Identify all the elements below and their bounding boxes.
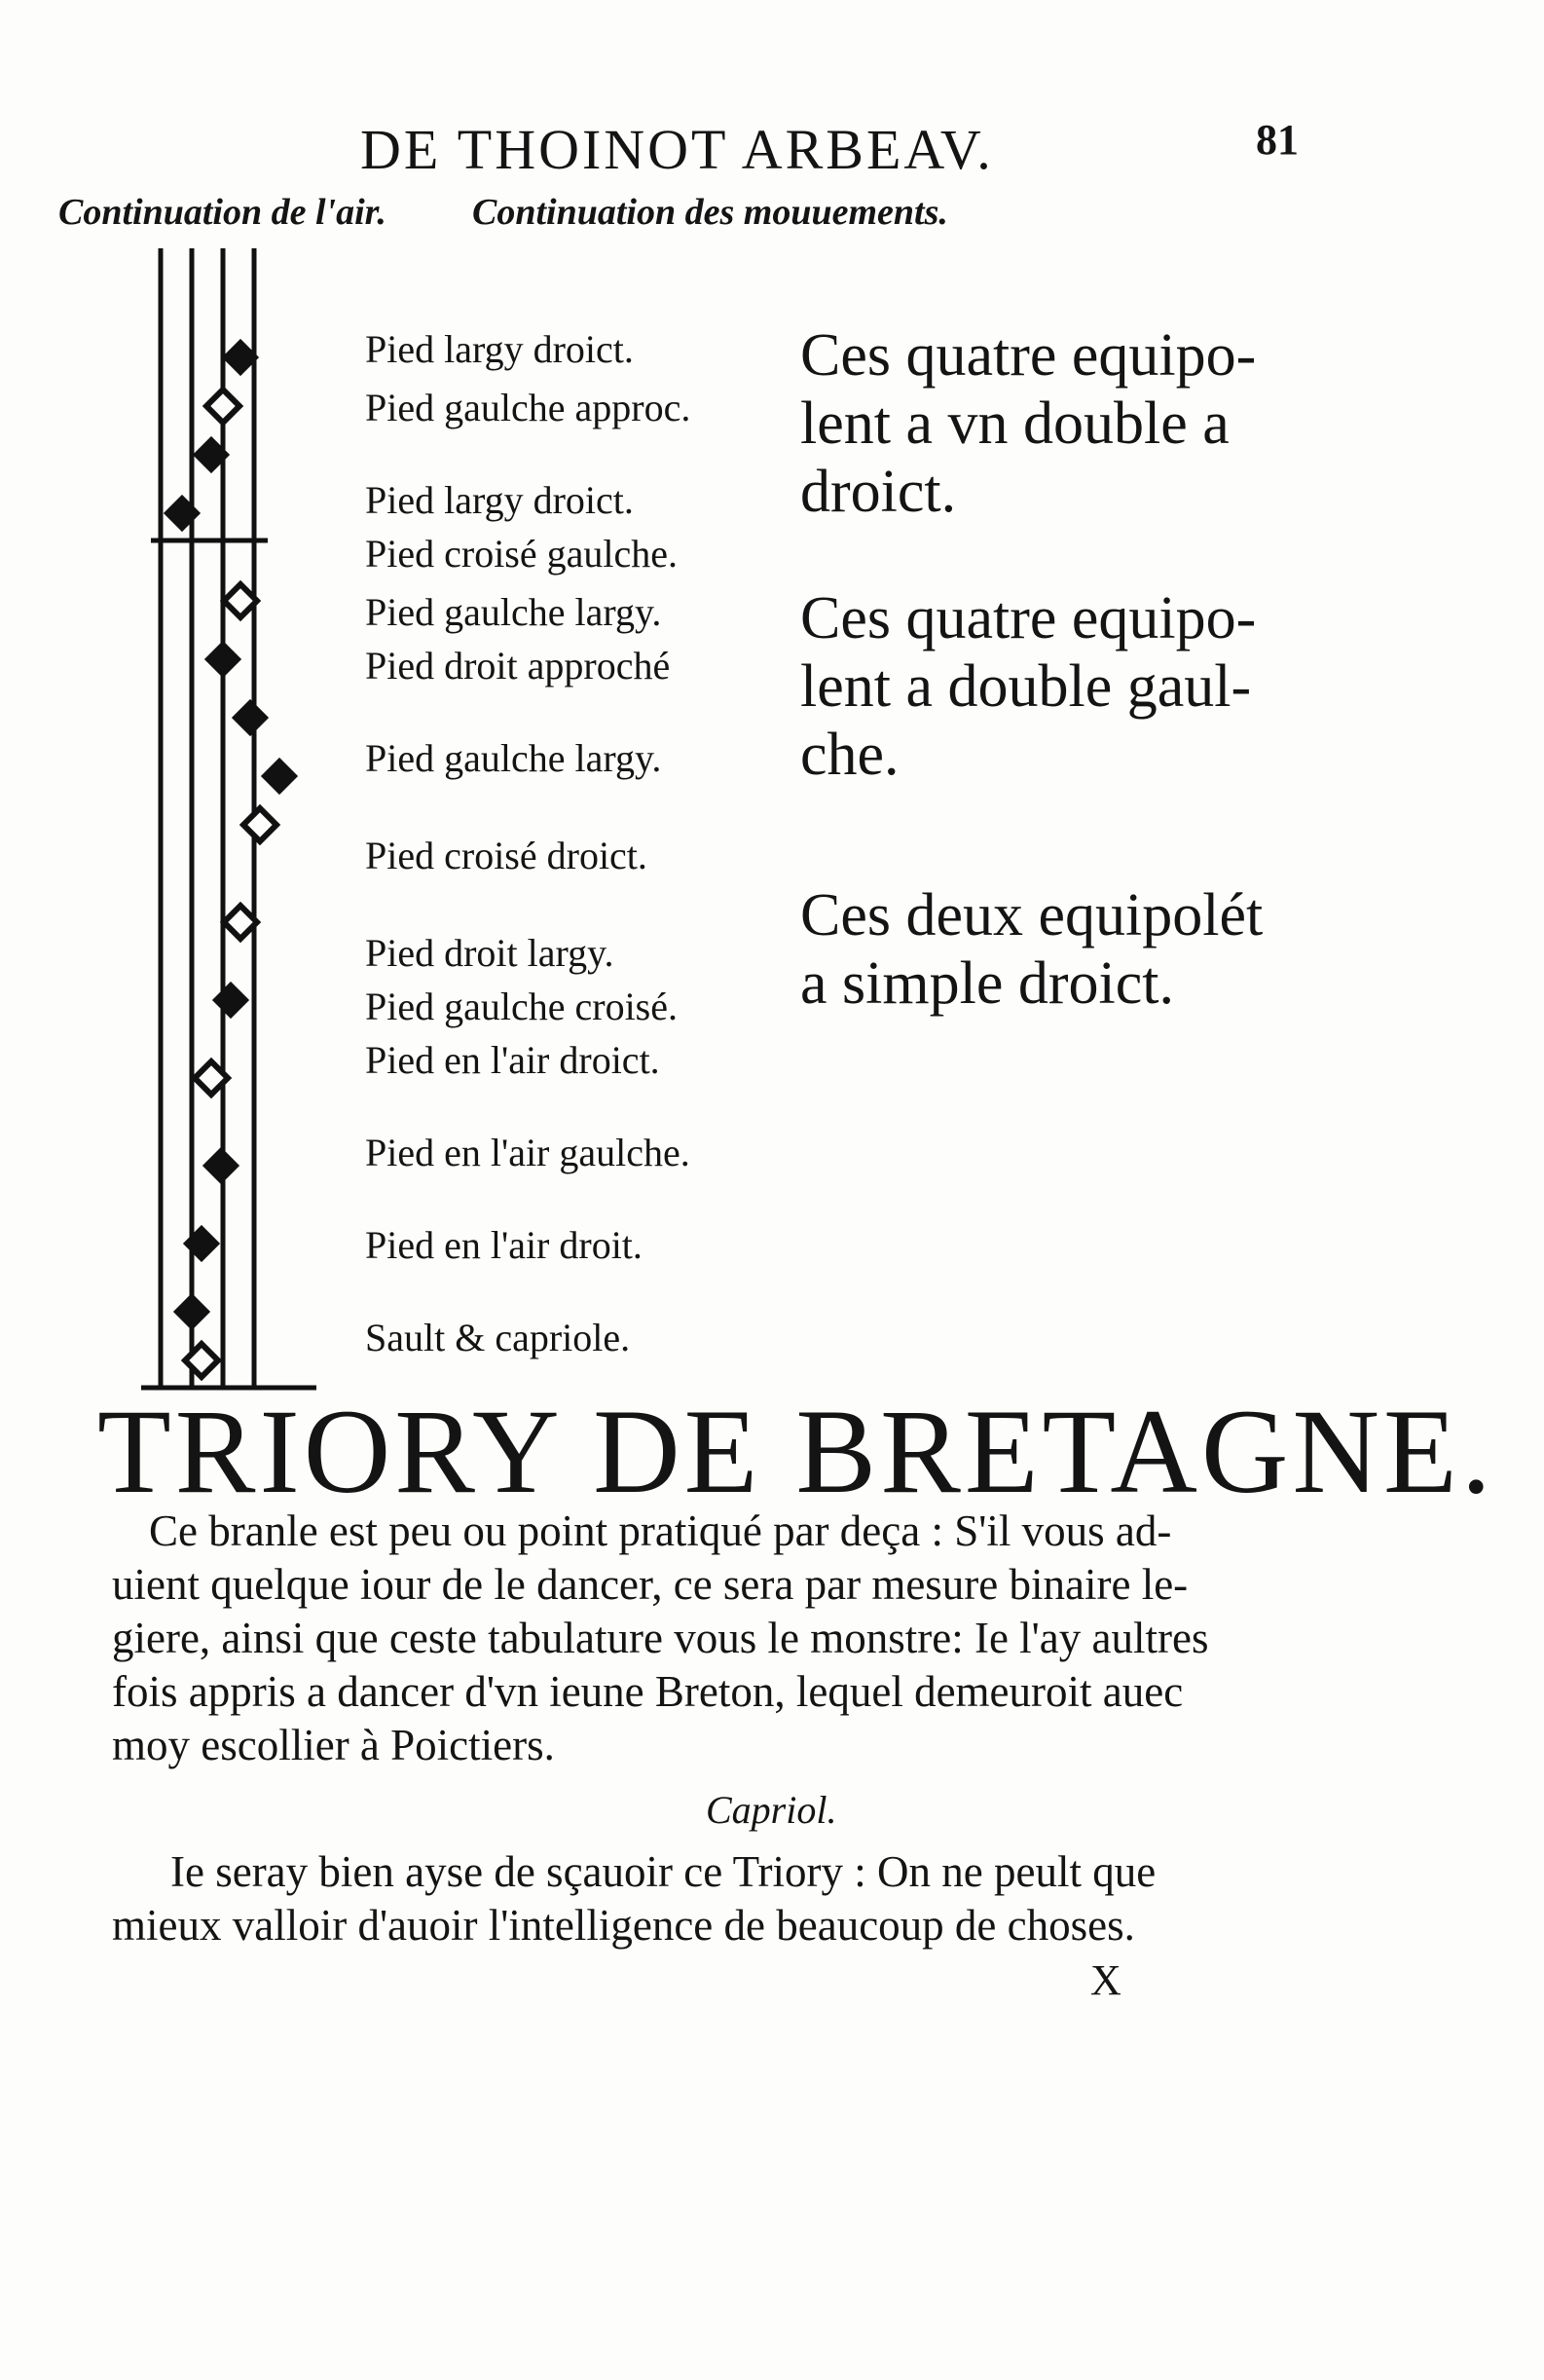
note-line: lent a vn double a: [800, 390, 1230, 457]
tabulature-staff: [131, 248, 326, 1397]
paragraph-line: giere, ainsi que ceste tabulature vous le monstre: Ie l'ay aultres: [112, 1614, 1209, 1662]
note-line: Ces quatre equipo-: [800, 585, 1257, 651]
movement-line: Pied droit largy.: [365, 931, 614, 975]
column-label-movements: Continuation des mouuements.: [472, 192, 948, 233]
movement-line: Pied en l'air droict.: [365, 1038, 660, 1082]
movement-line: Pied gaulche approc.: [365, 386, 691, 429]
movement-line: Pied en l'air gaulche.: [365, 1131, 690, 1174]
note-line: lent a double gaul-: [800, 653, 1252, 720]
page-number: 81: [1256, 116, 1299, 164]
reply-line: mieux valloir d'auoir l'intelligence de beaucoup de choses.: [112, 1901, 1135, 1950]
movement-line: Pied droit approché: [365, 644, 671, 688]
equivalence-note: [800, 881, 1263, 1018]
column-label-air: Continuation de l'air.: [58, 192, 386, 233]
equivalence-note: [800, 584, 1256, 789]
section-paragraph: [112, 1505, 1368, 1772]
equivalence-note: [800, 321, 1256, 526]
movement-line: Pied gaulche largy.: [365, 590, 662, 634]
movement-line: Pied croisé droict.: [365, 834, 647, 877]
note-line: a simple droict.: [800, 950, 1174, 1017]
paragraph-line: moy escollier à Poictiers.: [112, 1721, 555, 1769]
movement-line: Pied gaulche croisé.: [365, 985, 678, 1028]
note-line: che.: [800, 722, 900, 788]
movement-line: Pied en l'air droit.: [365, 1223, 643, 1267]
movement-line: Pied croisé gaulche.: [365, 532, 678, 576]
movement-line: Pied largy droict.: [365, 327, 634, 371]
note-marks: [165, 341, 296, 1377]
paragraph-line: uient quelque iour de le dancer, ce sera par mesure binaire le-: [112, 1560, 1189, 1609]
paragraph-line: Ce branle est peu ou point pratiqué par deça : S'il vous ad-: [149, 1506, 1172, 1555]
note-line: Ces quatre equipo-: [800, 322, 1257, 389]
paragraph-line: fois appris a dancer d'vn ieune Breton, lequel demeuroit auec: [112, 1667, 1184, 1716]
speaker-reply: [112, 1845, 1156, 1952]
running-head: DE THOINOT ARBEAV.: [360, 118, 994, 181]
speaker-name: Capriol.: [706, 1788, 837, 1832]
catchword: X: [1090, 1956, 1121, 2004]
movement-line: Pied largy droict.: [365, 478, 634, 522]
section-title: TRIORY DE BRETAGNE.: [97, 1385, 1495, 1518]
movement-line: Sault & capriole.: [365, 1316, 631, 1359]
movement-line: Pied gaulche largy.: [365, 736, 662, 780]
note-line: droict.: [800, 459, 957, 525]
note-line: Ces deux equipolét: [800, 882, 1264, 948]
reply-line: Ie seray bien ayse de sçauoir ce Triory : On ne peult que: [170, 1847, 1157, 1896]
